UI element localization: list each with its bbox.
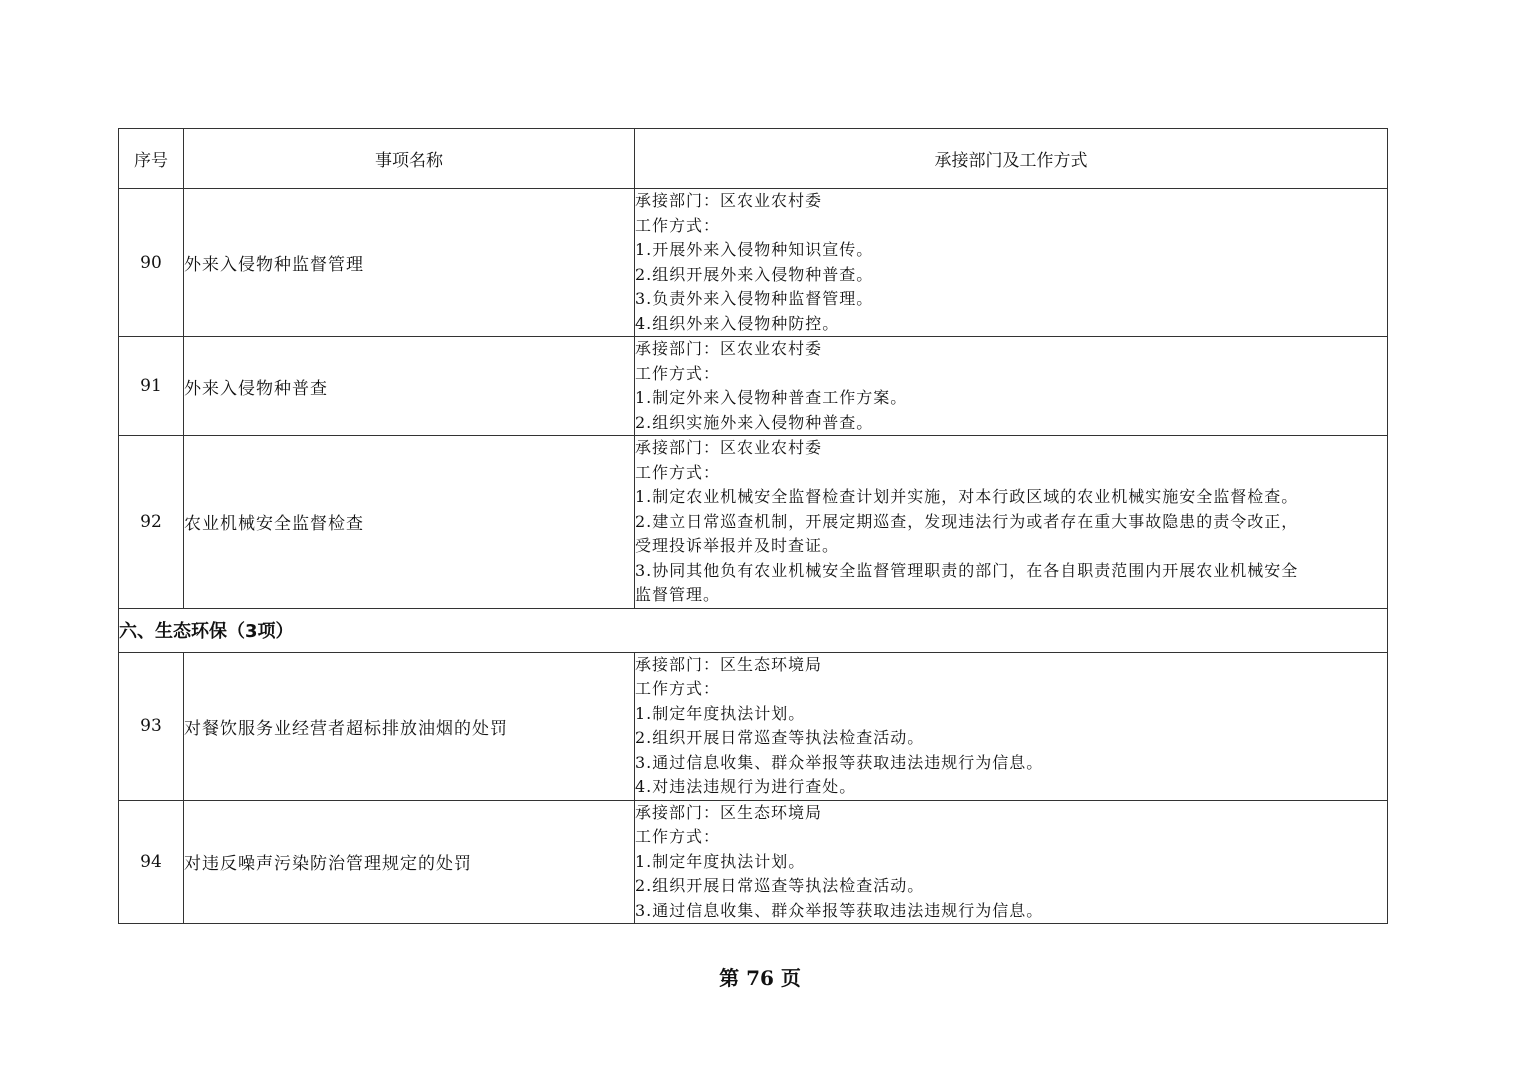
detail-line: 3.通过信息收集、群众举报等获取违法违规行为信息。: [635, 900, 1044, 920]
header-dept-method: 承接部门及工作方式: [635, 129, 1388, 189]
detail-line: 工作方式：: [635, 827, 721, 846]
table-header-row: [119, 129, 1388, 189]
row-number: 93: [119, 652, 184, 800]
detail-line: 工作方式：: [635, 679, 721, 698]
detail-line: 3.负责外来入侵物种监督管理。: [635, 289, 874, 308]
detail-line: 1.制定外来入侵物种普查工作方案。: [635, 388, 908, 407]
row-number: 90: [119, 189, 184, 337]
detail-line: 监督管理。: [635, 585, 721, 604]
row-item-name: 对违反噪声污染防治管理规定的处罚: [184, 800, 635, 924]
detail-line: 1.制定年度执法计划。: [635, 851, 806, 871]
document-table: [118, 128, 1388, 924]
section-row: [119, 608, 1388, 652]
row-number: 92: [119, 436, 184, 609]
detail-line: 1.开展外来入侵物种知识宣传。: [635, 240, 874, 259]
detail-line: 2.组织开展外来入侵物种普查。: [635, 264, 874, 284]
row-item-name: 外来入侵物种监督管理: [184, 189, 635, 337]
page-number: 第 76 页: [719, 966, 801, 990]
section-title: 六、生态环保（3项）: [119, 608, 1388, 652]
table-row: [119, 436, 1388, 609]
row-item-name: 外来入侵物种普查: [184, 337, 635, 436]
detail-line: 工作方式：: [635, 462, 721, 482]
detail-line: 3.协同其他负有农业机械安全监督管理职责的部门，在各自职责范围内开展农业机械安全: [635, 560, 1299, 580]
header-serial: 序号: [119, 129, 184, 189]
header-item-name: 事项名称: [184, 129, 635, 189]
row-item-name: 农业机械安全监督检查: [184, 436, 635, 609]
row-number: 94: [119, 800, 184, 924]
row-detail: [635, 800, 1388, 924]
detail-line: 承接部门：区生态环境局: [635, 654, 823, 674]
detail-line: 工作方式：: [635, 215, 721, 235]
detail-line: 1.制定农业机械安全监督检查计划并实施，对本行政区域的农业机械实施安全监督检查。: [635, 487, 1299, 506]
table-row: [119, 652, 1388, 800]
detail-line: 承接部门：区生态环境局: [635, 802, 823, 822]
row-detail: [635, 652, 1388, 800]
row-item-name: 对餐饮服务业经营者超标排放油烟的处罚: [184, 652, 635, 800]
detail-line: 3.通过信息收集、群众举报等获取违法违规行为信息。: [635, 752, 1044, 772]
row-number: 91: [119, 337, 184, 436]
table-row: [119, 189, 1388, 337]
row-detail: [635, 189, 1388, 337]
detail-line: 承接部门：区农业农村委: [635, 339, 823, 358]
detail-line: 2.组织开展日常巡查等执法检查活动。: [635, 876, 925, 895]
row-detail: [635, 436, 1388, 609]
detail-line: 受理投诉举报并及时查证。: [635, 536, 840, 555]
table-row: [119, 800, 1388, 924]
detail-line: 工作方式：: [635, 363, 721, 383]
detail-line: 承接部门：区农业农村委: [635, 191, 823, 210]
detail-line: 承接部门：区农业农村委: [635, 438, 823, 457]
detail-line: 4.对违法违规行为进行查处。: [635, 777, 857, 796]
detail-line: 2.组织实施外来入侵物种普查。: [635, 412, 874, 432]
detail-line: 2.建立日常巡查机制，开展定期巡查，发现违法行为或者存在重大事故隐患的责令改正，: [635, 511, 1299, 531]
table-row: [119, 337, 1388, 436]
row-detail: [635, 337, 1388, 436]
detail-line: 1.制定年度执法计划。: [635, 703, 806, 723]
detail-line: 2.组织开展日常巡查等执法检查活动。: [635, 728, 925, 747]
detail-line: 4.组织外来入侵物种防控。: [635, 313, 840, 333]
